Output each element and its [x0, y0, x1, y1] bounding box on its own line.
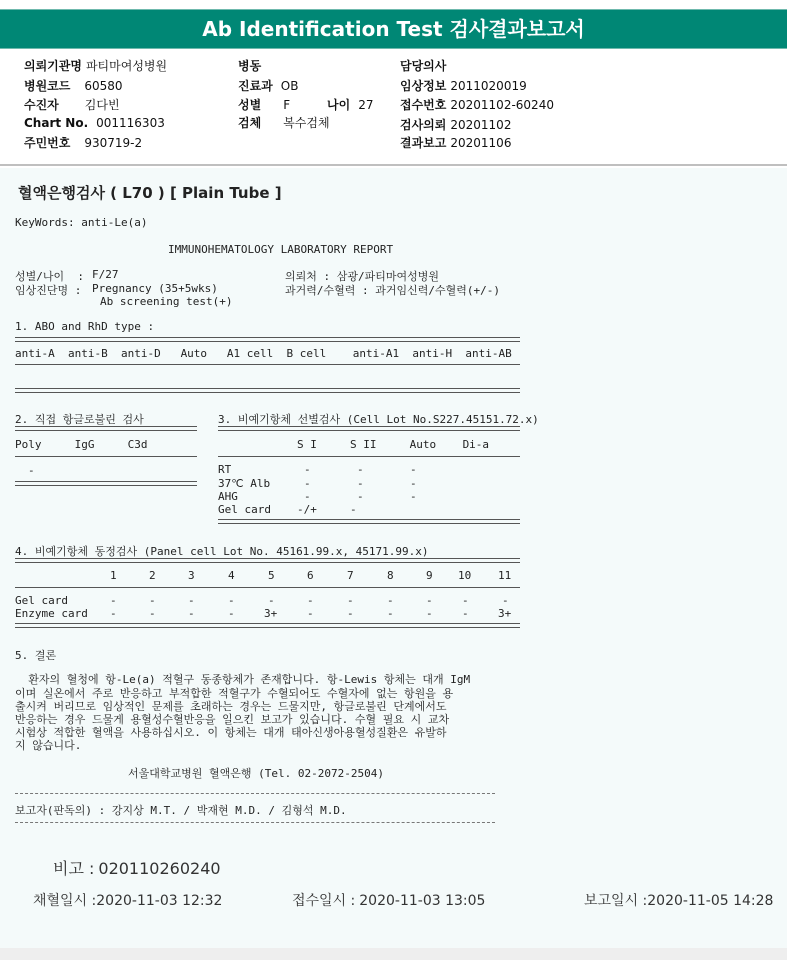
sex-value: F: [283, 98, 291, 112]
conclusion-title: 5. 결론: [15, 649, 57, 662]
diagnosis-line-2: Ab screening test(+): [100, 295, 233, 308]
hospital-label: 의뢰기관명: [24, 59, 82, 73]
remark: [53, 856, 221, 879]
panel-cell-result: -: [228, 594, 235, 607]
screening-row-values: - - -: [304, 490, 417, 503]
dept-label: 진료과: [238, 79, 273, 93]
screening-row-label: RT: [218, 463, 232, 476]
transfusion-history: 과거력/수혈력 : 과거임신력/수혈력(+/-): [285, 284, 500, 297]
panel-cell-number: 7: [347, 569, 354, 582]
dashed-rule: [15, 793, 495, 794]
panel-cell-result: 3+: [264, 607, 278, 620]
dashed-rule: [15, 822, 495, 823]
panel-row-label: Gel card: [15, 594, 68, 607]
panel-cell-result: -: [307, 607, 314, 620]
conclusion-line: 반응하는 경우 드물게 용혈성수혈반응을 일으킨 보고가 있습니다. 수혈 필요 시 교차: [15, 713, 450, 726]
abo-columns: anti-A anti-B anti-D Auto A1 cell B cell anti-A1 anti-H anti-AB: [15, 347, 512, 360]
reported-time: [584, 890, 773, 910]
double-rule: [218, 519, 520, 524]
panel-cell-result: -: [307, 594, 314, 607]
report-title: Ab Identification Test 검사결과보고서: [202, 17, 585, 41]
sex-label: 성별: [238, 98, 262, 112]
institution: 서울대학교병원 혈액은행 (Tel. 02-2072-2504): [128, 767, 384, 780]
specimen-value: 복수검체: [283, 116, 330, 130]
single-rule: [15, 364, 520, 365]
double-rule: [15, 426, 197, 431]
double-rule: [15, 623, 520, 628]
conclusion-line: 이며 실온에서 주로 반응하고 부적합한 적혈구가 수혈되어도 수혈자에 없는 항원을 용: [15, 687, 454, 700]
single-rule: [15, 587, 520, 588]
hospital-value: 파티마여성병원: [85, 59, 168, 73]
panel-cell-result: -: [149, 607, 156, 620]
dat-value: -: [28, 464, 35, 477]
dat-title: 2. 직접 항글로불린 검사: [15, 413, 144, 426]
panel-cell-number: 5: [268, 569, 275, 582]
lab-report-title: IMMUNOHEMATOLOGY LABORATORY REPORT: [168, 243, 394, 256]
panel-cell-number: 2: [149, 569, 156, 582]
screening-row-label: AHG: [218, 490, 238, 503]
received-label: 접수일시 :: [292, 893, 356, 909]
panel-cell-result: -: [188, 607, 195, 620]
requester: 의뢰처 : 삼광/파티마여성병원: [285, 270, 440, 283]
panel-cell-result: -: [462, 594, 469, 607]
collection-time: [33, 890, 222, 910]
panel-cell-result: -: [228, 607, 235, 620]
age-label: 나이: [327, 98, 351, 112]
collect-label: 채혈일시 :: [33, 893, 97, 909]
single-rule: [15, 456, 197, 457]
keywords: KeyWords: anti-Le(a): [15, 216, 148, 229]
screening-row-values: -/+ -: [297, 503, 357, 516]
double-rule: [15, 481, 197, 486]
panel-cell-number: 9: [426, 569, 433, 582]
collect-value: 2020-11-03 12:32: [96, 893, 223, 909]
panel-cell-result: -: [149, 594, 156, 607]
panel-cell-result: -: [426, 594, 433, 607]
patient-value: 김다빈: [84, 98, 120, 112]
bottom-strip: [0, 948, 787, 960]
conclusion-line: 지 않습니다.: [15, 739, 82, 752]
panel-cell-result: -: [347, 607, 354, 620]
panel-cell-result: -: [387, 607, 394, 620]
remark-label: 비고 :: [53, 859, 95, 878]
diagnosis-line-1: Pregnancy (35+5wks): [92, 282, 218, 295]
double-rule: [15, 558, 520, 563]
specimen-label: 검체: [238, 116, 262, 130]
single-rule: [218, 456, 520, 457]
sex-age-label: 성별/나이 :: [15, 270, 84, 283]
panel-cell-number: 1: [110, 569, 117, 582]
double-rule: [15, 388, 520, 393]
ward-label: 병동: [238, 59, 262, 73]
doctor-label: 담당의사: [400, 59, 447, 73]
age-value: 27: [358, 98, 374, 112]
report-title-bar: [0, 9, 787, 49]
rrn-value: 930719-2: [84, 136, 143, 150]
screening-row-label: 37℃ Alb: [218, 477, 271, 490]
panel-cell-result: -: [502, 594, 509, 607]
header-divider: [0, 164, 787, 166]
reported-value: 2020-11-05 14:28: [647, 893, 774, 909]
panel-cell-number: 3: [188, 569, 195, 582]
panel-cell-result: -: [268, 594, 275, 607]
conclusion-line: 시험상 적합한 혈액을 사용하십시오. 이 항체는 대개 태아신생아용혈성질환은 유발하: [15, 726, 447, 739]
received-time: [292, 890, 485, 910]
code-label: 병원코드: [24, 79, 71, 93]
panel-cell-result: 3+: [498, 607, 512, 620]
chart-label: Chart No.: [24, 116, 89, 130]
panel-cell-result: -: [188, 594, 195, 607]
clinical-value: 2011020019: [450, 79, 527, 93]
screening-title: 3. 비예기항체 선별검사 (Cell Lot No.S227.45151.72.x): [218, 413, 539, 426]
screening-row-values: - - -: [304, 477, 417, 490]
clinical-label: 임상정보: [400, 79, 447, 93]
abo-rhd-title: 1. ABO and RhD type :: [15, 320, 155, 333]
dat-columns: Poly IgG C3d: [15, 438, 148, 451]
request-label: 검사의뢰: [400, 118, 447, 132]
panel-cell-result: -: [347, 594, 354, 607]
received-value: 2020-11-03 13:05: [359, 893, 486, 909]
patient-label: 수진자: [24, 98, 59, 112]
remark-value: 020110260240: [98, 859, 221, 878]
report-label: 결과보고: [400, 136, 447, 150]
panel-cell-result: -: [110, 607, 117, 620]
panel-cell-result: -: [462, 607, 469, 620]
panel-cell-number: 11: [498, 569, 512, 582]
panel-row-label: Enzyme card: [15, 607, 88, 620]
conclusion-line: 출시켜 버리므로 임상적인 문제를 초래하는 경우는 드물지만, 항글로불린 단계에서도: [15, 700, 447, 713]
rrn-label: 주민번호: [24, 136, 71, 150]
diagnosis-label: 임상진단명 :: [15, 284, 82, 297]
double-rule: [15, 337, 520, 342]
report-value: 20201106: [450, 136, 512, 150]
screening-row-values: - - -: [304, 463, 417, 476]
receipt-value: 20201102-60240: [450, 98, 554, 112]
chart-value: 001116303: [96, 116, 165, 130]
screening-row-label: Gel card: [218, 503, 271, 516]
conclusion-line: 환자의 혈청에 항-Le(a) 적혈구 동종항체가 존재합니다. 항-Lewis 항체는 대개 IgM: [15, 673, 471, 686]
screening-columns: S I S II Auto Di-a: [297, 438, 490, 451]
reported-label: 보고일시 :: [584, 893, 648, 909]
sex-age-value: F/27: [92, 268, 119, 281]
double-rule: [218, 426, 520, 431]
report-section-title: 혈액은행검사 ( L70 ) [ Plain Tube ]: [18, 184, 282, 202]
panel-cell-result: -: [110, 594, 117, 607]
panel-cell-number: 4: [228, 569, 235, 582]
panel-title: 4. 비예기항체 동정검사 (Panel cell Lot No. 45161.99.x, 45171.99.x): [15, 545, 429, 558]
panel-cell-number: 6: [307, 569, 314, 582]
dept-value: OB: [280, 79, 299, 93]
request-value: 20201102: [450, 118, 512, 132]
panel-cell-result: -: [426, 607, 433, 620]
panel-cell-result: -: [387, 594, 394, 607]
reporter: 보고자(판독의) : 강지상 M.T. / 박재현 M.D. / 김형석 M.D.: [15, 804, 347, 817]
code-value: 60580: [84, 79, 123, 93]
panel-cell-number: 8: [387, 569, 394, 582]
panel-cell-number: 10: [458, 569, 472, 582]
receipt-label: 접수번호: [400, 98, 447, 112]
